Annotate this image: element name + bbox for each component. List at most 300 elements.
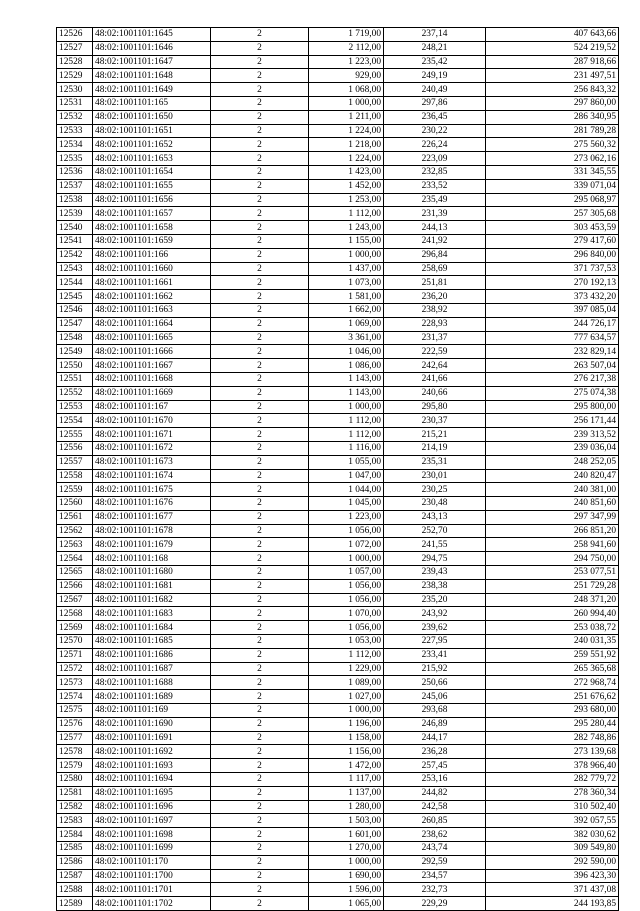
- row-number-cell: 12541: [57, 234, 93, 248]
- cadastral-value-cell: 240 381,00: [486, 483, 619, 497]
- class-code-cell: 2: [211, 759, 309, 773]
- class-code-cell: 2: [211, 165, 309, 179]
- area-value-cell: 1 045,00: [309, 497, 384, 511]
- row-number-cell: 12532: [57, 110, 93, 124]
- rate-value-cell: 230,22: [384, 124, 486, 138]
- rate-value-cell: 227,95: [384, 635, 486, 649]
- area-value-cell: 1 046,00: [309, 345, 384, 359]
- row-number-cell: 12527: [57, 41, 93, 55]
- row-number-cell: 12561: [57, 510, 93, 524]
- area-value-cell: 3 361,00: [309, 331, 384, 345]
- rate-value-cell: 236,45: [384, 110, 486, 124]
- rate-value-cell: 231,37: [384, 331, 486, 345]
- row-number-cell: 12549: [57, 345, 93, 359]
- row-number-cell: 12550: [57, 359, 93, 373]
- row-number-cell: 12558: [57, 469, 93, 483]
- cadastral-number-cell: 48:02:1001101:1653: [93, 152, 211, 166]
- area-value-cell: 1 423,00: [309, 165, 384, 179]
- class-code-cell: 2: [211, 690, 309, 704]
- class-code-cell: 2: [211, 414, 309, 428]
- cadastral-value-cell: 331 345,55: [486, 165, 619, 179]
- area-value-cell: 2 112,00: [309, 41, 384, 55]
- class-code-cell: 2: [211, 786, 309, 800]
- area-value-cell: 1 196,00: [309, 717, 384, 731]
- area-value-cell: 1 057,00: [309, 566, 384, 580]
- row-number-cell: 12526: [57, 28, 93, 42]
- cadastral-value-cell: 397 085,04: [486, 303, 619, 317]
- rate-value-cell: 233,52: [384, 179, 486, 193]
- row-number-cell: 12559: [57, 483, 93, 497]
- row-number-cell: 12531: [57, 96, 93, 110]
- class-code-cell: 2: [211, 552, 309, 566]
- row-number-cell: 12556: [57, 441, 93, 455]
- cadastral-value-cell: 239 036,04: [486, 441, 619, 455]
- rate-value-cell: 260,85: [384, 814, 486, 828]
- table-row: [57, 359, 619, 373]
- class-code-cell: 2: [211, 607, 309, 621]
- area-value-cell: 1 068,00: [309, 83, 384, 97]
- table-row: [57, 828, 619, 842]
- table-row: [57, 303, 619, 317]
- table-row: [57, 704, 619, 718]
- cadastral-value-cell: 244 193,85: [486, 897, 619, 911]
- cadastral-value-cell: 278 360,34: [486, 786, 619, 800]
- cadastral-number-cell: 48:02:1001101:1648: [93, 69, 211, 83]
- cadastral-number-cell: 48:02:1001101:1671: [93, 428, 211, 442]
- class-code-cell: 2: [211, 400, 309, 414]
- rate-value-cell: 226,24: [384, 138, 486, 152]
- cadastral-value-cell: 258 941,60: [486, 538, 619, 552]
- rate-value-cell: 234,57: [384, 869, 486, 883]
- table-row: [57, 428, 619, 442]
- cadastral-number-cell: 48:02:1001101:1675: [93, 483, 211, 497]
- cadastral-number-cell: 48:02:1001101:1679: [93, 538, 211, 552]
- row-number-cell: 12560: [57, 497, 93, 511]
- cadastral-number-cell: 48:02:1001101:1665: [93, 331, 211, 345]
- row-number-cell: 12547: [57, 317, 93, 331]
- class-code-cell: 2: [211, 538, 309, 552]
- class-code-cell: 2: [211, 648, 309, 662]
- cadastral-value-cell: 295 068,97: [486, 193, 619, 207]
- class-code-cell: 2: [211, 897, 309, 911]
- row-number-cell: 12586: [57, 855, 93, 869]
- rate-value-cell: 229,29: [384, 897, 486, 911]
- rate-value-cell: 231,39: [384, 207, 486, 221]
- table-row: [57, 510, 619, 524]
- cadastral-number-cell: 48:02:1001101:1656: [93, 193, 211, 207]
- table-row: [57, 869, 619, 883]
- table-row: [57, 138, 619, 152]
- class-code-cell: 2: [211, 386, 309, 400]
- class-code-cell: 2: [211, 469, 309, 483]
- area-value-cell: 1 056,00: [309, 579, 384, 593]
- row-number-cell: 12539: [57, 207, 93, 221]
- rate-value-cell: 296,84: [384, 248, 486, 262]
- cadastral-value-cell: 287 918,66: [486, 55, 619, 69]
- row-number-cell: 12573: [57, 676, 93, 690]
- row-number-cell: 12555: [57, 428, 93, 442]
- row-number-cell: 12579: [57, 759, 93, 773]
- class-code-cell: 2: [211, 497, 309, 511]
- row-number-cell: 12581: [57, 786, 93, 800]
- row-number-cell: 12543: [57, 262, 93, 276]
- cadastral-value-cell: 275 074,38: [486, 386, 619, 400]
- row-number-cell: 12545: [57, 290, 93, 304]
- rate-value-cell: 230,37: [384, 414, 486, 428]
- cadastral-number-cell: 48:02:1001101:170: [93, 855, 211, 869]
- table-row: [57, 207, 619, 221]
- class-code-cell: 2: [211, 55, 309, 69]
- row-number-cell: 12534: [57, 138, 93, 152]
- cadastral-value-cell: 293 680,00: [486, 704, 619, 718]
- cadastral-value-cell: 257 305,68: [486, 207, 619, 221]
- area-value-cell: 1 073,00: [309, 276, 384, 290]
- cadastral-value-cell: 240 851,60: [486, 497, 619, 511]
- cadastral-number-cell: 48:02:1001101:1692: [93, 745, 211, 759]
- table-row: [57, 897, 619, 911]
- class-code-cell: 2: [211, 345, 309, 359]
- table-row: [57, 524, 619, 538]
- table-row: [57, 800, 619, 814]
- class-code-cell: 2: [211, 704, 309, 718]
- cadastral-value-cell: 524 219,52: [486, 41, 619, 55]
- table-row: [57, 731, 619, 745]
- row-number-cell: 12530: [57, 83, 93, 97]
- cadastral-number-cell: 48:02:1001101:1695: [93, 786, 211, 800]
- cadastral-number-cell: 48:02:1001101:1654: [93, 165, 211, 179]
- cadastral-number-cell: 48:02:1001101:169: [93, 704, 211, 718]
- area-value-cell: 1 112,00: [309, 428, 384, 442]
- cadastral-number-cell: 48:02:1001101:1687: [93, 662, 211, 676]
- cadastral-value-cell: 371 737,53: [486, 262, 619, 276]
- cadastral-number-cell: 48:02:1001101:1690: [93, 717, 211, 731]
- cadastral-value-cell: 378 966,40: [486, 759, 619, 773]
- rate-value-cell: 292,59: [384, 855, 486, 869]
- table-row: [57, 483, 619, 497]
- table-row: [57, 55, 619, 69]
- class-code-cell: 2: [211, 855, 309, 869]
- class-code-cell: 2: [211, 428, 309, 442]
- class-code-cell: 2: [211, 69, 309, 83]
- row-number-cell: 12569: [57, 621, 93, 635]
- area-value-cell: 1 596,00: [309, 883, 384, 897]
- row-number-cell: 12537: [57, 179, 93, 193]
- rate-value-cell: 293,68: [384, 704, 486, 718]
- class-code-cell: 2: [211, 662, 309, 676]
- table-row: [57, 635, 619, 649]
- table-row: [57, 497, 619, 511]
- table-row: [57, 690, 619, 704]
- row-number-cell: 12552: [57, 386, 93, 400]
- table-row: [57, 469, 619, 483]
- row-number-cell: 12583: [57, 814, 93, 828]
- row-number-cell: 12529: [57, 69, 93, 83]
- cadastral-value-cell: 259 551,92: [486, 648, 619, 662]
- rate-value-cell: 232,73: [384, 883, 486, 897]
- class-code-cell: 2: [211, 842, 309, 856]
- area-value-cell: 1 158,00: [309, 731, 384, 745]
- class-code-cell: 2: [211, 869, 309, 883]
- table-row: [57, 290, 619, 304]
- rate-value-cell: 295,80: [384, 400, 486, 414]
- rate-value-cell: 222,59: [384, 345, 486, 359]
- cadastral-number-cell: 48:02:1001101:1699: [93, 842, 211, 856]
- table-row: [57, 372, 619, 386]
- class-code-cell: 2: [211, 41, 309, 55]
- rate-value-cell: 215,21: [384, 428, 486, 442]
- area-value-cell: 1 056,00: [309, 593, 384, 607]
- cadastral-value-cell: 339 071,04: [486, 179, 619, 193]
- rate-value-cell: 235,31: [384, 455, 486, 469]
- class-code-cell: 2: [211, 359, 309, 373]
- cadastral-value-cell: 263 507,04: [486, 359, 619, 373]
- row-number-cell: 12584: [57, 828, 93, 842]
- rate-value-cell: 214,19: [384, 441, 486, 455]
- class-code-cell: 2: [211, 524, 309, 538]
- cadastral-value-cell: 371 437,08: [486, 883, 619, 897]
- table-row: [57, 676, 619, 690]
- row-number-cell: 12580: [57, 773, 93, 787]
- cadastral-value-cell: 392 057,55: [486, 814, 619, 828]
- table-row: [57, 441, 619, 455]
- cadastral-number-cell: 48:02:1001101:1647: [93, 55, 211, 69]
- row-number-cell: 12572: [57, 662, 93, 676]
- rate-value-cell: 244,82: [384, 786, 486, 800]
- rate-value-cell: 232,85: [384, 165, 486, 179]
- area-value-cell: 1 000,00: [309, 855, 384, 869]
- table-row: [57, 593, 619, 607]
- class-code-cell: 2: [211, 303, 309, 317]
- rate-value-cell: 242,64: [384, 359, 486, 373]
- class-code-cell: 2: [211, 566, 309, 580]
- table-row: [57, 745, 619, 759]
- table-row: [57, 83, 619, 97]
- class-code-cell: 2: [211, 290, 309, 304]
- cadastral-number-cell: 48:02:1001101:1673: [93, 455, 211, 469]
- class-code-cell: 2: [211, 773, 309, 787]
- area-value-cell: 1 000,00: [309, 552, 384, 566]
- row-number-cell: 12553: [57, 400, 93, 414]
- row-number-cell: 12564: [57, 552, 93, 566]
- class-code-cell: 2: [211, 110, 309, 124]
- row-number-cell: 12574: [57, 690, 93, 704]
- rate-value-cell: 243,92: [384, 607, 486, 621]
- table-row: [57, 842, 619, 856]
- rate-value-cell: 237,14: [384, 28, 486, 42]
- cadastral-number-cell: 48:02:1001101:1672: [93, 441, 211, 455]
- cadastral-number-cell: 48:02:1001101:1659: [93, 234, 211, 248]
- row-number-cell: 12576: [57, 717, 93, 731]
- cadastral-value-cell: 240 820,47: [486, 469, 619, 483]
- class-code-cell: 2: [211, 96, 309, 110]
- table-row: [57, 662, 619, 676]
- table-row: [57, 455, 619, 469]
- rate-value-cell: 238,38: [384, 579, 486, 593]
- class-code-cell: 2: [211, 717, 309, 731]
- row-number-cell: 12577: [57, 731, 93, 745]
- rate-value-cell: 250,66: [384, 676, 486, 690]
- cadastral-number-cell: 48:02:1001101:1685: [93, 635, 211, 649]
- class-code-cell: 2: [211, 455, 309, 469]
- cadastral-value-cell: 256 171,44: [486, 414, 619, 428]
- cadastral-value-cell: 256 843,32: [486, 83, 619, 97]
- area-value-cell: 929,00: [309, 69, 384, 83]
- area-value-cell: 1 072,00: [309, 538, 384, 552]
- rate-value-cell: 215,92: [384, 662, 486, 676]
- row-number-cell: 12578: [57, 745, 93, 759]
- table-row: [57, 276, 619, 290]
- class-code-cell: 2: [211, 441, 309, 455]
- rate-value-cell: 243,74: [384, 842, 486, 856]
- cadastral-number-cell: 48:02:1001101:165: [93, 96, 211, 110]
- rate-value-cell: 238,92: [384, 303, 486, 317]
- rate-value-cell: 235,20: [384, 593, 486, 607]
- cadastral-number-cell: 48:02:1001101:1694: [93, 773, 211, 787]
- table-row: [57, 110, 619, 124]
- class-code-cell: 2: [211, 234, 309, 248]
- table-row: [57, 345, 619, 359]
- class-code-cell: 2: [211, 483, 309, 497]
- cadastral-value-cell: 253 038,72: [486, 621, 619, 635]
- cadastral-number-cell: 48:02:1001101:1658: [93, 221, 211, 235]
- table-row: [57, 248, 619, 262]
- area-value-cell: 1 243,00: [309, 221, 384, 235]
- cadastral-number-cell: 48:02:1001101:1682: [93, 593, 211, 607]
- class-code-cell: 2: [211, 800, 309, 814]
- area-value-cell: 1 089,00: [309, 676, 384, 690]
- cadastral-number-cell: 48:02:1001101:1651: [93, 124, 211, 138]
- row-number-cell: 12571: [57, 648, 93, 662]
- row-number-cell: 12557: [57, 455, 93, 469]
- cadastral-number-cell: 48:02:1001101:1683: [93, 607, 211, 621]
- row-number-cell: 12567: [57, 593, 93, 607]
- rate-value-cell: 242,58: [384, 800, 486, 814]
- row-number-cell: 12585: [57, 842, 93, 856]
- row-number-cell: 12542: [57, 248, 93, 262]
- cadastral-number-cell: 48:02:1001101:1667: [93, 359, 211, 373]
- cadastral-value-cell: 297 347,99: [486, 510, 619, 524]
- table-row: [57, 69, 619, 83]
- table-row: [57, 607, 619, 621]
- table-row: [57, 262, 619, 276]
- cadastral-number-cell: 48:02:1001101:1655: [93, 179, 211, 193]
- cadastral-number-cell: 48:02:1001101:1668: [93, 372, 211, 386]
- area-value-cell: 1 452,00: [309, 179, 384, 193]
- cadastral-number-cell: 48:02:1001101:1698: [93, 828, 211, 842]
- cadastral-number-cell: 48:02:1001101:1674: [93, 469, 211, 483]
- row-number-cell: 12562: [57, 524, 93, 538]
- area-value-cell: 1 223,00: [309, 55, 384, 69]
- cadastral-value-cell: 231 497,51: [486, 69, 619, 83]
- cadastral-number-cell: 48:02:1001101:1691: [93, 731, 211, 745]
- class-code-cell: 2: [211, 814, 309, 828]
- class-code-cell: 2: [211, 510, 309, 524]
- rate-value-cell: 297,86: [384, 96, 486, 110]
- table-row: [57, 814, 619, 828]
- cadastral-value-cell: 273 139,68: [486, 745, 619, 759]
- table-row: [57, 317, 619, 331]
- cadastral-number-cell: 48:02:1001101:1686: [93, 648, 211, 662]
- area-value-cell: 1 437,00: [309, 262, 384, 276]
- area-value-cell: 1 601,00: [309, 828, 384, 842]
- table-row: [57, 234, 619, 248]
- class-code-cell: 2: [211, 593, 309, 607]
- area-value-cell: 1 056,00: [309, 524, 384, 538]
- area-value-cell: 1 112,00: [309, 648, 384, 662]
- rate-value-cell: 251,81: [384, 276, 486, 290]
- cadastral-value-cell: 253 077,51: [486, 566, 619, 580]
- area-value-cell: 1 000,00: [309, 400, 384, 414]
- rate-value-cell: 236,20: [384, 290, 486, 304]
- row-number-cell: 12536: [57, 165, 93, 179]
- cadastral-value-cell: 310 502,40: [486, 800, 619, 814]
- rate-value-cell: 230,01: [384, 469, 486, 483]
- cadastral-value-cell: 279 417,60: [486, 234, 619, 248]
- cadastral-value-cell: 251 729,28: [486, 579, 619, 593]
- area-value-cell: 1 224,00: [309, 124, 384, 138]
- table-row: [57, 414, 619, 428]
- table-row: [57, 386, 619, 400]
- class-code-cell: 2: [211, 124, 309, 138]
- area-value-cell: 1 143,00: [309, 386, 384, 400]
- cadastral-number-cell: 48:02:1001101:1660: [93, 262, 211, 276]
- cadastral-number-cell: 48:02:1001101:1677: [93, 510, 211, 524]
- row-number-cell: 12544: [57, 276, 93, 290]
- cadastral-number-cell: 48:02:1001101:1701: [93, 883, 211, 897]
- rate-value-cell: 240,49: [384, 83, 486, 97]
- area-value-cell: 1 662,00: [309, 303, 384, 317]
- cadastral-number-cell: 48:02:1001101:1664: [93, 317, 211, 331]
- cadastral-number-cell: 48:02:1001101:1669: [93, 386, 211, 400]
- table-row: [57, 193, 619, 207]
- area-value-cell: 1 218,00: [309, 138, 384, 152]
- row-number-cell: 12551: [57, 372, 93, 386]
- class-code-cell: 2: [211, 179, 309, 193]
- cadastral-number-cell: 48:02:1001101:1696: [93, 800, 211, 814]
- class-code-cell: 2: [211, 207, 309, 221]
- area-value-cell: 1 000,00: [309, 248, 384, 262]
- area-value-cell: 1 070,00: [309, 607, 384, 621]
- table-row: [57, 579, 619, 593]
- cadastral-number-cell: 48:02:1001101:166: [93, 248, 211, 262]
- class-code-cell: 2: [211, 883, 309, 897]
- row-number-cell: 12566: [57, 579, 93, 593]
- rate-value-cell: 241,66: [384, 372, 486, 386]
- area-value-cell: 1 143,00: [309, 372, 384, 386]
- cadastral-value-cell: 266 851,20: [486, 524, 619, 538]
- table-row: [57, 331, 619, 345]
- rate-value-cell: 243,13: [384, 510, 486, 524]
- row-number-cell: 12538: [57, 193, 93, 207]
- cadastral-number-cell: 48:02:1001101:1693: [93, 759, 211, 773]
- rate-value-cell: 252,70: [384, 524, 486, 538]
- table-row: [57, 786, 619, 800]
- cadastral-number-cell: 48:02:1001101:1649: [93, 83, 211, 97]
- area-value-cell: 1 156,00: [309, 745, 384, 759]
- cadastral-number-cell: 48:02:1001101:1662: [93, 290, 211, 304]
- area-value-cell: 1 270,00: [309, 842, 384, 856]
- cadastral-number-cell: 48:02:1001101:1652: [93, 138, 211, 152]
- row-number-cell: 12588: [57, 883, 93, 897]
- cadastral-value-table: [56, 27, 619, 911]
- row-number-cell: 12548: [57, 331, 93, 345]
- cadastral-value-cell: 297 860,00: [486, 96, 619, 110]
- table-row: [57, 96, 619, 110]
- cadastral-value-cell: 292 590,00: [486, 855, 619, 869]
- cadastral-number-cell: 48:02:1001101:1646: [93, 41, 211, 55]
- area-value-cell: 1 137,00: [309, 786, 384, 800]
- cadastral-number-cell: 48:02:1001101:1645: [93, 28, 211, 42]
